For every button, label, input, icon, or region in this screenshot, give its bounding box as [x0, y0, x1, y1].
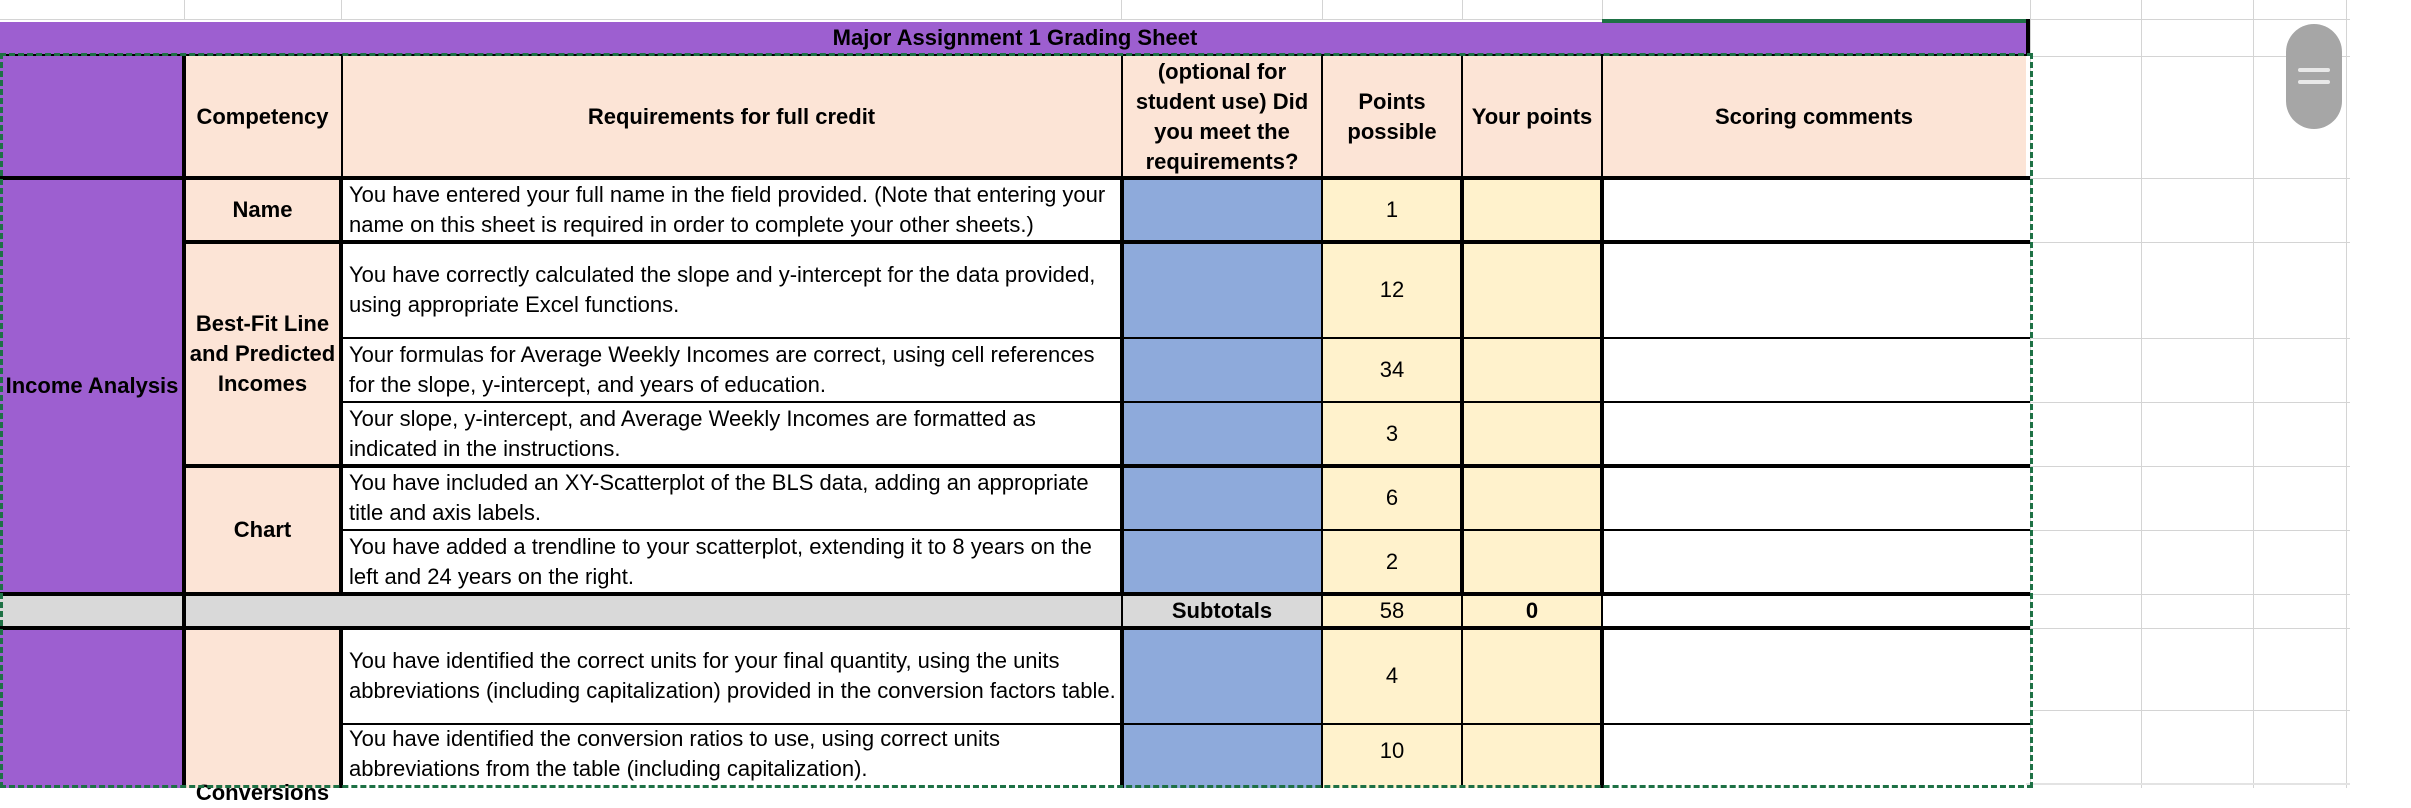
points-possible-cell[interactable]: 1	[1322, 178, 1462, 242]
your-points-cell[interactable]	[1462, 338, 1602, 402]
header-requirements[interactable]: Requirements for full credit	[341, 56, 1122, 178]
header-your-points[interactable]: Your points	[1462, 56, 1602, 178]
requirement-cell[interactable]: You have correctly calculated the slope and y-intercept for the data provided, using appropriate Excel functions.	[341, 242, 1122, 338]
optional-check-cell[interactable]	[1122, 724, 1322, 788]
your-points-cell[interactable]	[1462, 724, 1602, 788]
scoring-comment-cell[interactable]	[1602, 338, 2026, 402]
your-points-cell[interactable]	[1462, 402, 1602, 466]
scroll-handle-icon[interactable]	[2286, 24, 2342, 129]
your-points-cell[interactable]	[1462, 466, 1602, 530]
competency-conversions[interactable]	[184, 628, 341, 805]
requirement-cell[interactable]: You have included an XY-Scatterplot of the BLS data, adding an appropriate title and axis labels.	[341, 466, 1122, 530]
your-points-cell[interactable]	[1462, 242, 1602, 338]
requirement-cell[interactable]: Your formulas for Average Weekly Incomes are correct, using cell references for the slope, y-intercept, and years of education.	[341, 338, 1122, 402]
optional-check-cell[interactable]	[1122, 242, 1322, 338]
header-competency[interactable]: Competency	[184, 56, 341, 178]
subtotal-comment-cell[interactable]	[1602, 594, 2026, 628]
points-possible-cell[interactable]: 3	[1322, 402, 1462, 466]
scoring-comment-cell[interactable]	[1602, 402, 2026, 466]
header-section-cell[interactable]	[0, 56, 184, 178]
competency-best-fit[interactable]: Best-Fit Line and Predicted Incomes	[184, 242, 341, 466]
subtotal-spacer[interactable]	[0, 594, 1122, 628]
scoring-comment-cell[interactable]	[1602, 242, 2026, 338]
requirement-cell[interactable]: You have added a trendline to your scatterplot, extending it to 8 years on the left and 24 years on the right.	[341, 530, 1122, 594]
subtotal-points-possible[interactable]: 58	[1322, 594, 1462, 628]
requirement-cell[interactable]: You have identified the conversion ratios to use, using correct units abbreviations from the table (including capitalization).	[341, 724, 1122, 788]
optional-check-cell[interactable]	[1122, 178, 1322, 242]
optional-check-cell[interactable]	[1122, 466, 1322, 530]
section-income-analysis[interactable]: Income Analysis	[0, 178, 184, 594]
your-points-cell[interactable]	[1462, 178, 1602, 242]
points-possible-cell[interactable]: 12	[1322, 242, 1462, 338]
requirement-cell[interactable]: You have entered your full name in the field provided. (Note that entering your name on this sheet is required in order to complete your other sheets.)	[341, 178, 1122, 242]
your-points-cell[interactable]	[1462, 628, 1602, 724]
requirement-cell[interactable]: Your slope, y-intercept, and Average Weekly Incomes are formatted as indicated in the instructions.	[341, 402, 1122, 466]
scoring-comment-cell[interactable]	[1602, 466, 2026, 530]
header-scoring-comments[interactable]: Scoring comments	[1602, 56, 2026, 178]
points-possible-cell[interactable]: 10	[1322, 724, 1462, 788]
subtotal-label[interactable]: Subtotals	[1122, 594, 1322, 628]
optional-check-cell[interactable]	[1122, 530, 1322, 594]
scoring-comment-cell[interactable]	[1602, 530, 2026, 594]
points-possible-cell[interactable]: 4	[1322, 628, 1462, 724]
competency-chart[interactable]: Chart	[184, 466, 341, 594]
requirement-cell[interactable]: You have identified the correct units for your final quantity, using the units abbreviations (including capitalization) provided in the conversion factors table.	[341, 628, 1122, 724]
header-points-possible[interactable]: Points possible	[1322, 56, 1462, 178]
competency-conversions-label: Conversions	[195, 780, 330, 805]
optional-check-cell[interactable]	[1122, 402, 1322, 466]
points-possible-cell[interactable]: 2	[1322, 530, 1462, 594]
subtotal-your-points[interactable]: 0	[1462, 594, 1602, 628]
scoring-comment-cell[interactable]	[1602, 178, 2026, 242]
scoring-comment-cell[interactable]	[1602, 628, 2026, 724]
points-possible-cell[interactable]: 34	[1322, 338, 1462, 402]
points-possible-cell[interactable]: 6	[1322, 466, 1462, 530]
your-points-cell[interactable]	[1462, 530, 1602, 594]
optional-check-cell[interactable]	[1122, 628, 1322, 724]
optional-check-cell[interactable]	[1122, 338, 1322, 402]
competency-name[interactable]: Name	[184, 178, 341, 242]
section-2-cell[interactable]	[0, 628, 184, 788]
header-optional[interactable]: (optional for student use) Did you meet the requirements?	[1122, 56, 1322, 178]
sheet-title[interactable]: Major Assignment 1 Grading Sheet	[0, 22, 2030, 54]
scoring-comment-cell[interactable]	[1602, 724, 2026, 788]
